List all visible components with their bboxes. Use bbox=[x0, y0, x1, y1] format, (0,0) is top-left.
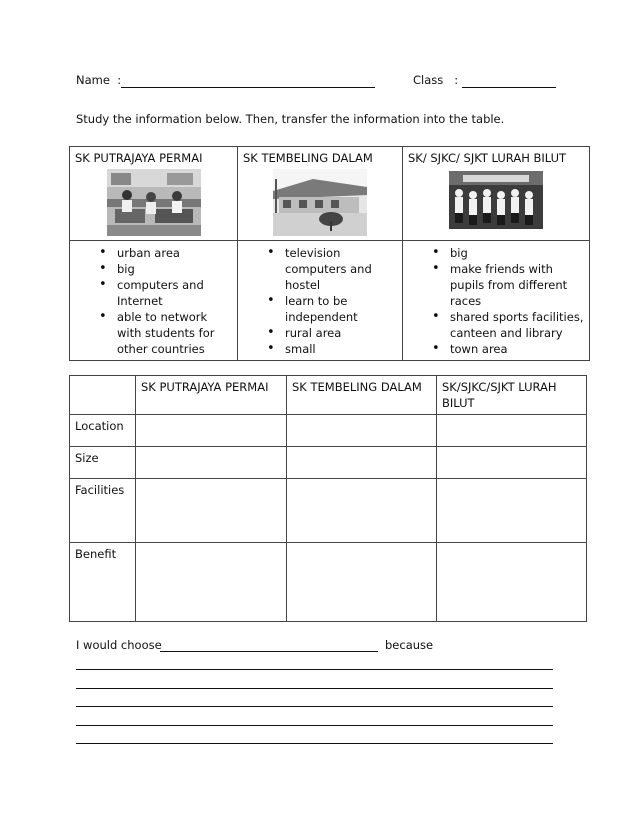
answer-cell[interactable] bbox=[437, 543, 587, 622]
row-label-size: Size bbox=[70, 447, 136, 479]
school-points-tembeling bbox=[238, 241, 403, 361]
row-label-benefit: Benefit bbox=[70, 543, 136, 622]
instructions: Study the information below. Then, transfer the information into the table. bbox=[76, 112, 505, 126]
header-cell-putrajaya: SK PUTRAJAYA PERMAI bbox=[136, 376, 287, 415]
answer-cell[interactable] bbox=[136, 415, 287, 447]
writing-line[interactable] bbox=[76, 743, 553, 744]
name-label: Name : bbox=[76, 73, 122, 87]
name-blank[interactable] bbox=[121, 87, 375, 88]
answer-cell[interactable] bbox=[287, 479, 437, 543]
writing-line[interactable] bbox=[76, 688, 553, 689]
group-of-pupils-photo bbox=[449, 171, 543, 229]
school-name: SK PUTRAJAYA PERMAI bbox=[75, 151, 203, 165]
answer-table bbox=[69, 375, 587, 622]
school-points-lurah-bilut bbox=[403, 241, 590, 361]
list-item: • computers and Internet bbox=[117, 277, 232, 309]
answer-cell[interactable] bbox=[287, 415, 437, 447]
writing-line[interactable] bbox=[76, 706, 553, 707]
list-item: • television computers and hostel bbox=[285, 245, 397, 293]
list-item: • learn to be independent bbox=[285, 293, 397, 325]
list-item: • urban area bbox=[117, 245, 232, 261]
school-points-putrajaya bbox=[70, 241, 238, 361]
list-item: • big bbox=[117, 261, 232, 277]
list-item: • big bbox=[450, 245, 584, 261]
list-item: • rural area bbox=[285, 325, 397, 341]
list-item: • able to network with students for other countries bbox=[117, 309, 232, 357]
school-cell-putrajaya bbox=[70, 147, 238, 241]
school-cell-tembeling bbox=[238, 147, 403, 241]
choose-prefix: I would choose bbox=[76, 638, 162, 652]
answer-cell[interactable] bbox=[437, 415, 587, 447]
row-label-facilities: Facilities bbox=[70, 479, 136, 543]
school-name: SK TEMBELING DALAM bbox=[243, 151, 373, 165]
school-name: SK/ SJKC/ SJKT LURAH BILUT bbox=[408, 151, 567, 165]
list-item: • shared sports facilities, canteen and library bbox=[450, 309, 584, 341]
answer-cell[interactable] bbox=[287, 447, 437, 479]
class-label: Class : bbox=[413, 73, 459, 87]
info-table bbox=[69, 146, 590, 361]
school-building-photo bbox=[273, 169, 367, 236]
answer-cell[interactable] bbox=[437, 447, 587, 479]
choice-blank[interactable] bbox=[160, 651, 378, 652]
answer-cell[interactable] bbox=[287, 543, 437, 622]
list-item: • make friends with pupils from different races bbox=[450, 261, 584, 309]
answer-cell[interactable] bbox=[136, 447, 287, 479]
classroom-photo bbox=[107, 169, 201, 236]
because-label: because bbox=[385, 638, 434, 652]
row-label-location: Location bbox=[70, 415, 136, 447]
answer-cell[interactable] bbox=[136, 543, 287, 622]
writing-line[interactable] bbox=[76, 725, 553, 726]
header-cell-lurah-bilut: SK/SJKC/SJKT LURAH BILUT bbox=[437, 376, 587, 415]
header-cell-tembeling: SK TEMBELING DALAM bbox=[287, 376, 437, 415]
school-cell-lurah-bilut bbox=[403, 147, 590, 241]
list-item: • town area bbox=[450, 341, 584, 357]
list-item: • small bbox=[285, 341, 397, 357]
header-cell-empty bbox=[70, 376, 136, 415]
answer-cell[interactable] bbox=[437, 479, 587, 543]
answer-cell[interactable] bbox=[136, 479, 287, 543]
class-blank[interactable] bbox=[462, 87, 556, 88]
writing-line[interactable] bbox=[76, 669, 553, 670]
